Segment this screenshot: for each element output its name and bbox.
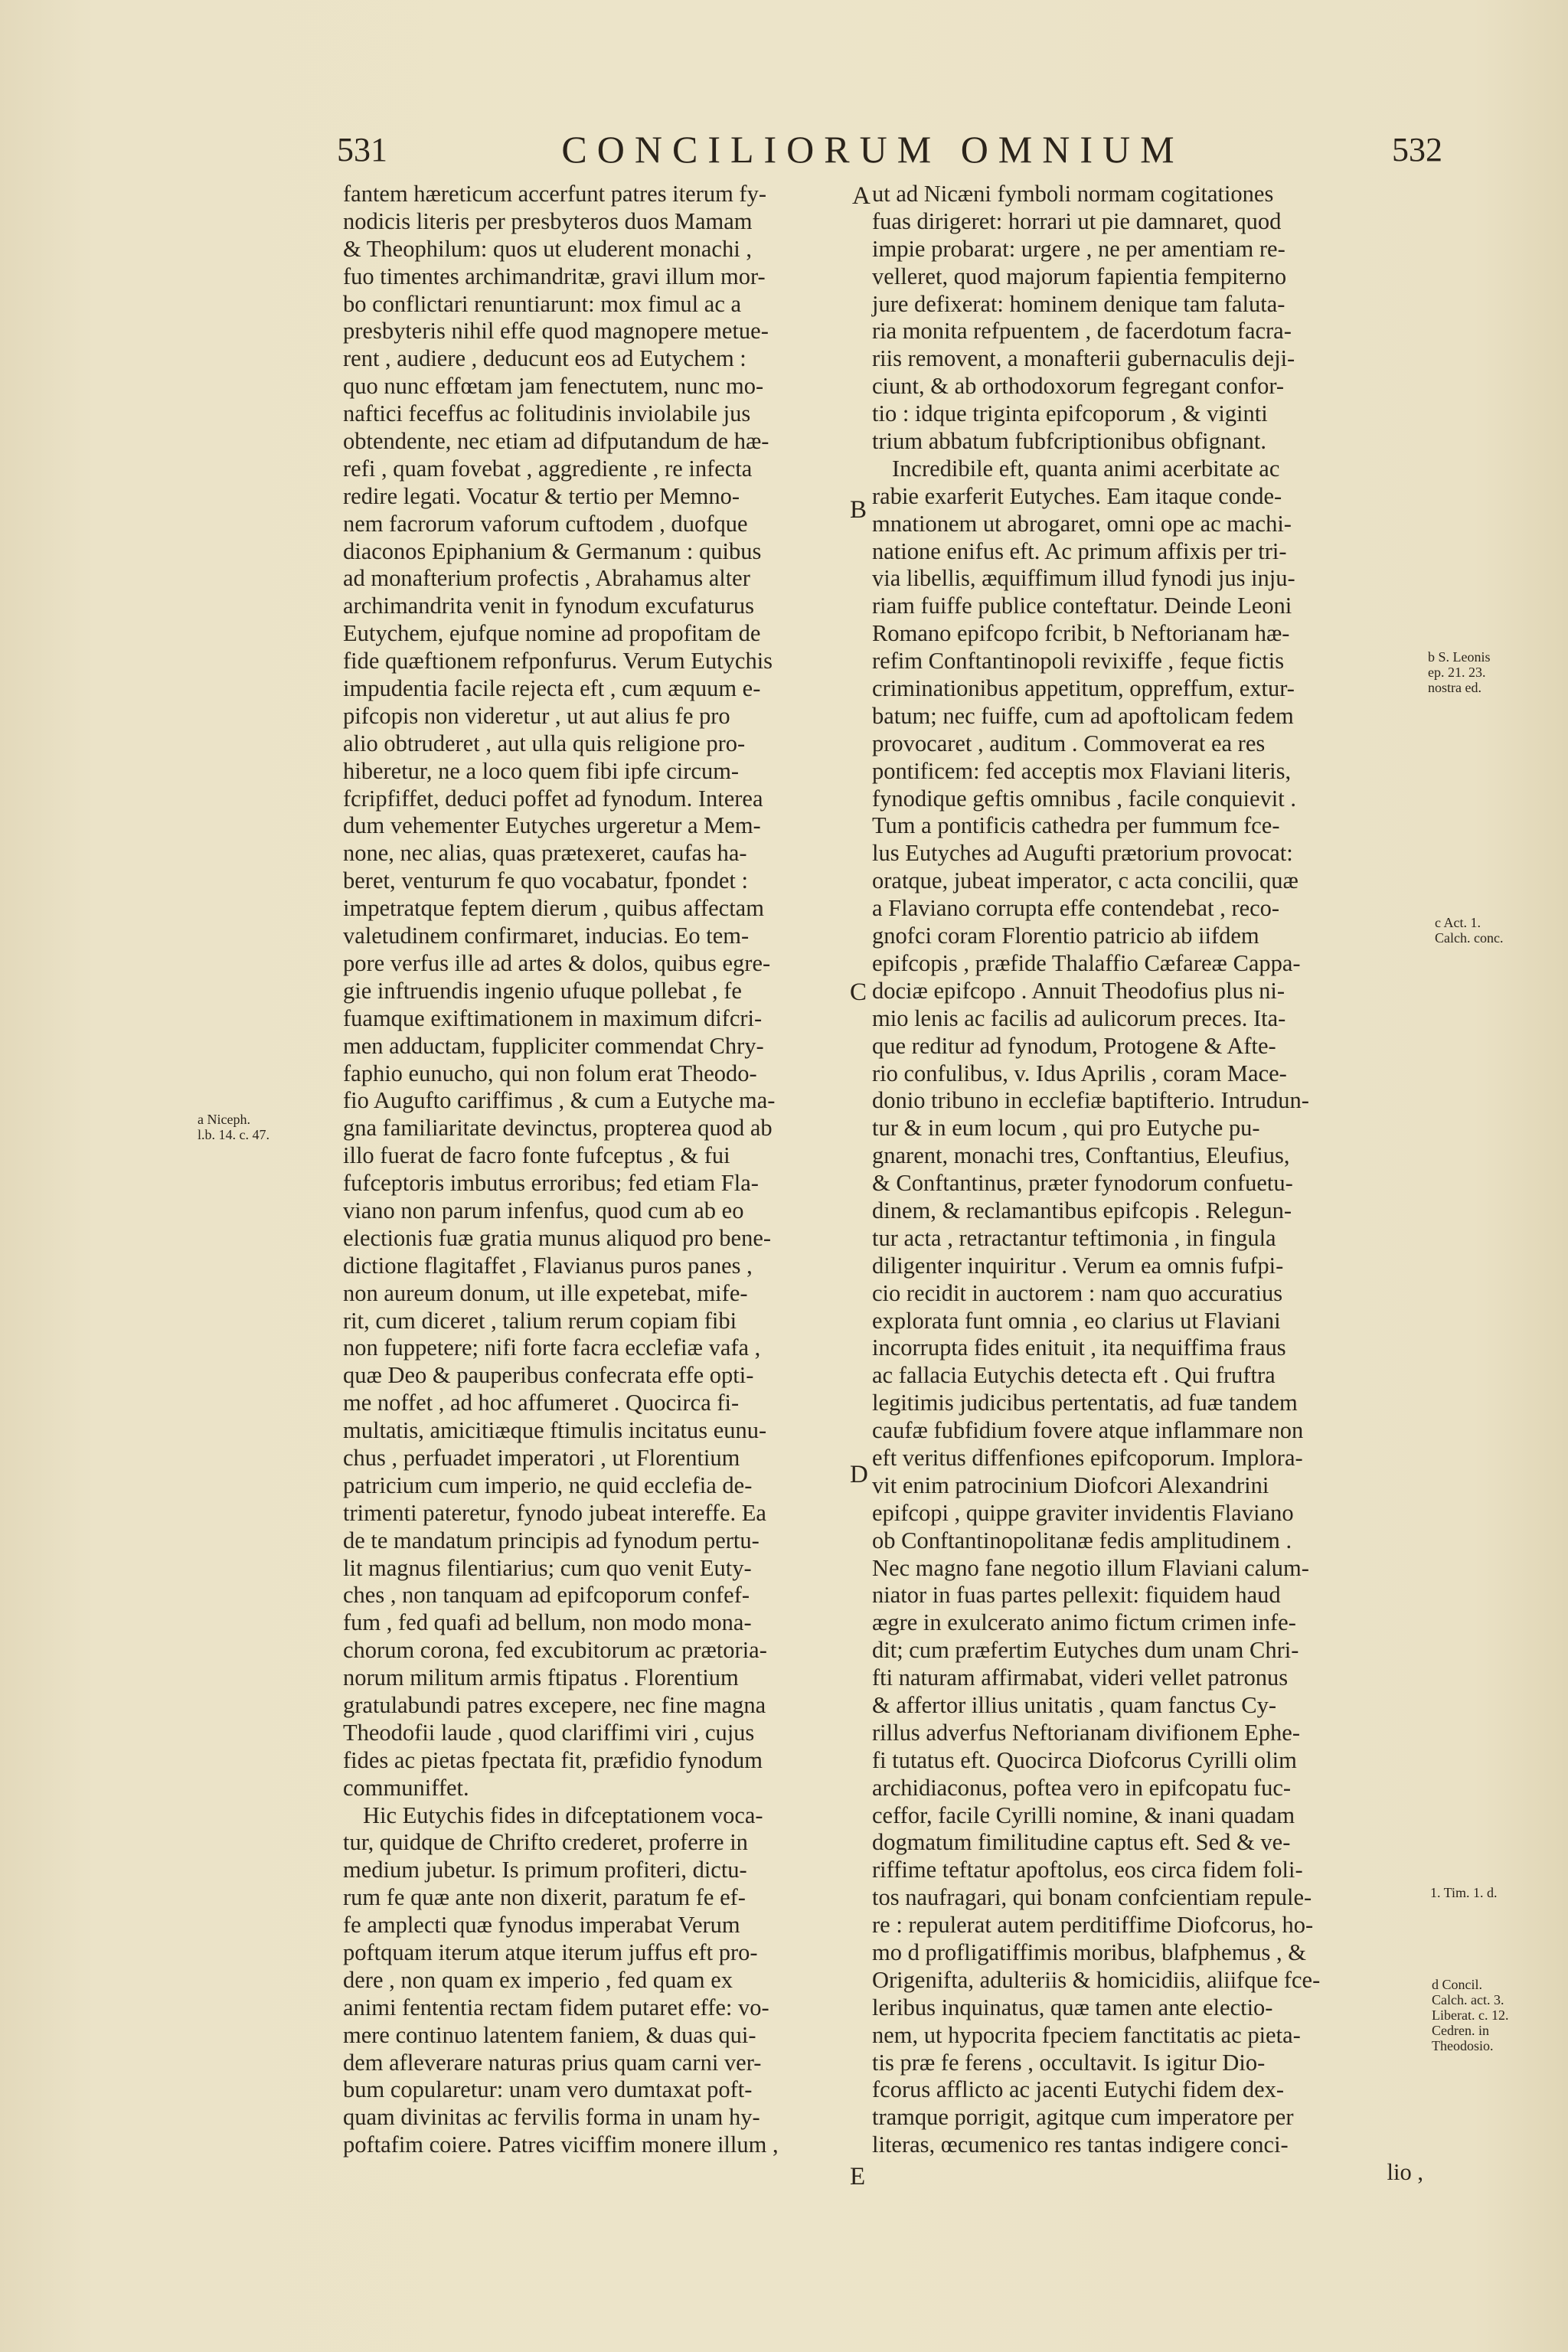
text-line: epifcopis , præfide Thalaffio Cæfareæ Cappa- xyxy=(872,949,1301,976)
text-line: redire legati. Vocatur & tertio per Memno- xyxy=(343,482,740,509)
text-line: a Flaviano corrupta effe contendebat , reco- xyxy=(872,895,1280,922)
text-line: lit magnus filentiarius; cum quo venit Euty- xyxy=(343,1554,752,1581)
text-line: me noffet , ad hoc affumeret . Quocirca fi- xyxy=(343,1390,740,1416)
text-line: gna familiaritate devinctus, propterea quod ab xyxy=(343,1115,773,1142)
text-line: oratque, jubeat imperator, c acta concilii, quæ xyxy=(872,867,1298,894)
text-line: beret, venturum fe quo vocabatur, fpondet : xyxy=(343,867,748,894)
text-line: diligenter inquiritur . Verum ea omnis fufpi- xyxy=(872,1252,1284,1279)
section-marker-a: A xyxy=(852,182,871,210)
text-line: riis removent, a monafterii gubernaculis deji- xyxy=(872,345,1295,372)
page-number-right: 532 xyxy=(1392,131,1442,168)
text-line: tio : idque triginta epifcoporum , & viginti xyxy=(872,400,1268,427)
text-line: rio confulibus, v. Idus Aprilis , coram Mace- xyxy=(872,1060,1287,1086)
text-line: ciunt, & ab orthodoxorum fegregant confor- xyxy=(872,373,1285,400)
text-line: dere , non quam ex imperio , fed quam ex xyxy=(343,1966,733,1993)
text-line: dictione flagitaffet , Flavianus puros panes , xyxy=(343,1252,753,1279)
text-line: presbyteris nihil effe quod magnopere metue- xyxy=(343,318,769,345)
text-line: mio lenis ac facilis ad aulicorum preces. Ita- xyxy=(872,1004,1286,1031)
text-line: Theodofii laude , quod clariffimi viri , cujus xyxy=(343,1719,755,1746)
text-line: & Conftantinus, præter fynodorum confuetu- xyxy=(872,1170,1293,1197)
text-line: quo nunc effœtam jam fenectutem, nunc mo- xyxy=(343,373,764,400)
text-line: non fuppetere; nifi forte facra ecclefiæ vafa , xyxy=(343,1334,761,1361)
text-line: & Theophilum: quos ut eluderent monachi , xyxy=(343,235,752,262)
section-marker-d: D xyxy=(850,1461,868,1488)
text-line: Nec magno fane negotio illum Flaviani calum- xyxy=(872,1554,1309,1581)
text-line: dem afleverare naturas prius quam carni ver- xyxy=(343,2049,762,2076)
text-line: Romano epifcopo fcribit, b Neftorianam hæ- xyxy=(872,620,1290,647)
right-column xyxy=(872,181,1423,2187)
text-line: nem, ut hypocrita fpeciem fanctitatis ac pieta- xyxy=(872,2021,1301,2048)
text-line: valetudinem confirmaret, inducias. Eo tem- xyxy=(343,923,750,949)
text-line: Hic Eutychis fides in difceptationem voca- xyxy=(363,1802,763,1828)
text-line: ægre in exulcerato animo fictum crimen infe- xyxy=(872,1609,1296,1636)
text-line: men adductam, fuppliciter commendat Chry- xyxy=(343,1032,764,1059)
text-line: hiberetur, ne a loco quem fibi ipfe circum- xyxy=(343,757,740,784)
text-line: quam divinitas ac fervilis forma in unam hy- xyxy=(343,2104,760,2131)
text-line: riam fuiffe publice conteftatur. Deinde Leoni xyxy=(872,593,1292,619)
text-line: quæ Deo & pauperibus confecrata effe opti- xyxy=(343,1362,754,1389)
text-line: pifcopis non videretur , ut aut alius fe pro xyxy=(343,702,730,729)
text-line: tis præ fe ferens , occultavit. Is igitur Dio- xyxy=(872,2049,1266,2076)
text-line: norum militum armis ftipatus . Florentium xyxy=(343,1664,739,1691)
text-line: poftquam iterum atque iterum juffus eft pro- xyxy=(343,1939,758,1965)
text-line: tur, quidque de Chrifto crederet, proferre in xyxy=(343,1829,748,1856)
text-line: ob Conftantinopolitanæ fedis amplitudinem . xyxy=(872,1527,1292,1553)
text-line: leribus inquinatus, quæ tamen ante electio- xyxy=(872,1994,1273,2020)
text-line: rabie exarferit Eutyches. Eam itaque conde- xyxy=(872,482,1282,509)
text-line: fum , fed quafi ad bellum, non modo mona- xyxy=(343,1609,752,1636)
text-line: natione enifus eft. Ac primum affixis per tri- xyxy=(872,537,1287,564)
text-line: poftafim coiere. Patres viciffim monere illum , xyxy=(343,2132,779,2158)
text-line: gnofci coram Florentio patricio ab iifdem xyxy=(872,923,1259,949)
text-line: fuamque exiftimationem in maximum difcri- xyxy=(343,1004,763,1031)
text-line: patricium cum imperio, ne quid ecclefia de- xyxy=(343,1472,753,1498)
text-line: eft veritus diffenfiones epifcoporum. Implora- xyxy=(872,1444,1303,1471)
text-line: dit; cum præfertim Eutyches dum unam Chri- xyxy=(872,1637,1299,1664)
text-line: diaconos Epiphanium & Germanum : quibus xyxy=(343,537,762,564)
text-line: pore verfus ille ad artes & dolos, quibus egre- xyxy=(343,949,771,976)
margin-note-acta: c Act. 1. Calch. conc. xyxy=(1435,915,1504,946)
text-line: none, nec alias, quas prætexeret, caufas ha- xyxy=(343,840,747,867)
text-line: communiffet. xyxy=(343,1774,469,1801)
text-line: donio tribuno in ecclefiæ baptifterio. Intrudun- xyxy=(872,1087,1309,1114)
text-line: alio obtruderet , aut ulla quis religione pro- xyxy=(343,730,746,756)
text-line: gnarent, monachi tres, Conftantius, Eleufius, xyxy=(872,1142,1290,1169)
text-line: de te mandatum principis ad fynodum pertu- xyxy=(343,1527,760,1553)
text-line: tur & in eum locum , qui pro Eutyche pu- xyxy=(872,1115,1260,1142)
margin-note-concil: d Concil. Calch. act. 3. Liberat. c. 12. Cedren. in Theodosio. xyxy=(1432,1977,1509,2053)
text-line: fcripfiffet, deduci poffet ad fynodum. Interea xyxy=(343,785,763,812)
text-line: chus , perfuadet imperatori , ut Florentium xyxy=(343,1444,740,1471)
text-line: fuas dirigeret: horrari ut pie damnaret, quod xyxy=(872,207,1282,234)
text-line: tos naufragari, qui bonam confcientiam repule- xyxy=(872,1884,1312,1911)
text-line: illo fuerat de facro fonte fufceptus , & fui xyxy=(343,1142,730,1169)
margin-note-niceph: a Niceph. l.b. 14. c. 47. xyxy=(198,1112,270,1142)
text-line: trimenti pateretur, fynodo jubeat intereffe. Ea xyxy=(343,1499,766,1526)
text-line: vit enim patrocinium Diofcori Alexandrini xyxy=(872,1472,1269,1498)
text-line: viano non parum infenfus, quod cum ab eo xyxy=(343,1197,744,1223)
text-line: ches , non tanquam ad epifcoporum confef- xyxy=(343,1582,750,1609)
text-line: fi tutatus eft. Quocirca Diofcorus Cyrilli olim xyxy=(872,1746,1297,1773)
text-line: que reditur ad fynodum, Protogene & Afte- xyxy=(872,1032,1276,1059)
text-line: rum fe quæ ante non dixerit, paratum fe ef- xyxy=(343,1884,746,1911)
text-line: ut ad Nicæni fymboli normam cogitationes xyxy=(872,181,1274,207)
text-line: refim Conftantinopoli revixiffe , feque fictis xyxy=(872,648,1285,675)
text-line: bo conflictari renuntiarunt: mox fimul ac a xyxy=(343,290,742,317)
text-line: rent , audiere , deducunt eos ad Eutychem : xyxy=(343,345,746,372)
text-line: gie inftruendis ingenio ufuque pollebat , fe xyxy=(343,977,742,1004)
text-line: explorata funt omnia , eo clarius ut Flaviani xyxy=(872,1307,1281,1334)
text-line: literas, œcumenico res tantas indigere conci- xyxy=(872,2132,1289,2158)
text-line: trium abbatum fubfcriptionibus obfignant. xyxy=(872,428,1267,455)
text-line: medium jubetur. Is primum profiteri, dictu- xyxy=(343,1857,747,1883)
text-line: ad monafterium profectis , Abrahamus alter xyxy=(343,565,750,592)
text-line: faphio eunucho, qui non folum erat Theodo- xyxy=(343,1060,757,1086)
text-line: chorum corona, fed excubitorum ac prætoria- xyxy=(343,1637,767,1664)
text-line: nodicis literis per presbyteros duos Mamam xyxy=(343,207,753,234)
text-line: ac fallacia Eutychis detecta eft . Qui fruftra xyxy=(872,1362,1276,1389)
text-line: rit, cum diceret , talium rerum copiam fibi xyxy=(343,1307,737,1334)
text-line: ria monita refpuentem , de facerdotum facra- xyxy=(872,318,1292,345)
text-line: mere continuo latentem faniem, & duas qui- xyxy=(343,2021,756,2048)
text-line: Tum a pontificis cathedra per fummum fce- xyxy=(872,812,1280,839)
margin-note-tim: 1. Tim. 1. d. xyxy=(1430,1885,1498,1900)
text-line: fantem hæreticum accerfunt patres iterum fy- xyxy=(343,181,766,207)
text-line: Origenifta, adulteriis & homicidiis, aliifque fce- xyxy=(872,1966,1321,1993)
page-number-left: 531 xyxy=(337,131,387,168)
text-line: rillus adverfus Neftorianam divifionem Ephe- xyxy=(872,1719,1300,1746)
text-line: mo d profligatiffimis moribus, blafphemus , & xyxy=(872,1939,1307,1965)
text-line: archidiaconus, poftea vero in epifcopatu fuc- xyxy=(872,1774,1292,1801)
text-line: fynodique geftis omnibus , facile conquievit . xyxy=(872,785,1296,812)
text-line: non aureum donum, ut ille expetebat, mife- xyxy=(343,1279,748,1306)
text-line: multatis, amicitiæque ftimulis incitatus eunu- xyxy=(343,1417,767,1444)
text-line: nem facrorum vaforum cuftodem , duofque xyxy=(343,510,748,537)
text-line: caufæ fubfidium fovere atque inflammare non xyxy=(872,1417,1304,1444)
text-line: ceffor, facile Cyrilli nomine, & inani quadam xyxy=(872,1802,1295,1828)
text-line: via libellis, æquiffimum illud fynodi jus inju- xyxy=(872,565,1295,592)
text-line: mnationem ut abrogaret, omni ope ac machi- xyxy=(872,510,1292,537)
running-head: CONCILIORUM OMNIUM xyxy=(561,128,1184,171)
text-line: criminationibus appetitum, oppreffum, extur- xyxy=(872,675,1295,702)
section-marker-e: E xyxy=(850,2163,866,2190)
section-marker-c: C xyxy=(850,978,867,1006)
text-line: Eutychem, ejufque nomine ad propofitam de xyxy=(343,620,761,647)
left-column xyxy=(343,181,894,2159)
text-line: bum copularetur: unam vero dumtaxat poft- xyxy=(343,2076,753,2103)
text-line: electionis fuæ gratia munus aliquod pro bene- xyxy=(343,1224,772,1251)
text-line: re : repulerat autem perditiffime Diofcorus, ho- xyxy=(872,1912,1314,1939)
text-line: fufceptoris imbutus erroribus; fed etiam Fla- xyxy=(343,1170,759,1197)
text-line: fio Augufto cariffimus , & cum a Eutyche ma- xyxy=(343,1087,776,1114)
text-line: impie probarat: urgere , ne per amentiam re- xyxy=(872,235,1285,262)
margin-note-leonis: b S. Leonis ep. 21. 23. nostra ed. xyxy=(1428,649,1491,695)
text-line: impudentia facile rejecta eft , cum æquum e- xyxy=(343,675,761,702)
text-line: dociæ epifcopo . Annuit Theodofius plus ni- xyxy=(872,977,1285,1004)
text-line: lio , xyxy=(1387,2159,1423,2186)
text-line: fide quæftionem refponfurus. Verum Eutychis xyxy=(343,648,773,675)
text-line: legitimis judicibus pertentatis, ad fuæ tandem xyxy=(872,1390,1298,1416)
text-line: batum; nec fuiffe, cum ad apoftolicam fedem xyxy=(872,702,1294,729)
text-line: epifcopi , quippe graviter invidentis Flaviano xyxy=(872,1499,1294,1526)
text-line: impetratque feptem dierum , quibus affectam xyxy=(343,895,764,922)
text-line: fti naturam affirmabat, videri vellet patronus xyxy=(872,1664,1289,1691)
text-line: pontificem: fed acceptis mox Flaviani literis, xyxy=(872,757,1292,784)
text-line: fides ac pietas fpectata fit, præfidio fynodum xyxy=(343,1746,763,1773)
text-line: archimandrita venit in fynodum excufaturus xyxy=(343,593,754,619)
text-line: tur acta , retractantur teftimonia , in fingula xyxy=(872,1224,1276,1251)
text-line: naftici feceffus ac folitudinis inviolabile jus xyxy=(343,400,751,427)
text-line: refi , quam fovebat , aggrediente , re infecta xyxy=(343,455,753,482)
text-line: fe amplecti quæ fynodus imperabat Verum xyxy=(343,1912,740,1939)
text-line: velleret, quod majorum fapientia fempiterno xyxy=(872,263,1287,289)
text-line: lus Eutyches ad Augufti prætorium provocat: xyxy=(872,840,1293,867)
text-line: & affertor illius unitatis , quam fanctus Cy- xyxy=(872,1691,1277,1718)
text-line: provocaret , auditum . Commoverat ea res xyxy=(872,730,1266,756)
text-line: gratulabundi patres excepere, nec fine magna xyxy=(343,1691,766,1718)
text-line: jure defixerat: hominem denique tam faluta- xyxy=(872,290,1285,317)
text-line: dum vehementer Eutyches urgeretur a Mem- xyxy=(343,812,761,839)
text-line: obtendente, nec etiam ad difputandum de hæ- xyxy=(343,428,769,455)
text-line: cio recidit in auctorem : nam quo accuratius xyxy=(872,1279,1283,1306)
text-line: Incredibile eft, quanta animi acerbitate ac xyxy=(892,455,1280,482)
text-line: fcorus afflicto ac jacenti Eutychi fidem dex- xyxy=(872,2076,1285,2103)
text-line: fuo timentes archimandritæ, gravi illum mor- xyxy=(343,263,766,289)
section-marker-b: B xyxy=(850,496,867,524)
text-line: riffime teftatur apoftolus, eos circa fidem foli- xyxy=(872,1857,1303,1883)
text-line: dinem, & reclamantibus epifcopis . Relegun- xyxy=(872,1197,1292,1223)
text-line: incorrupta fides enituit , ita nequiffima fraus xyxy=(872,1334,1286,1361)
text-line: dogmatum fimilitudine captus eft. Sed & ve- xyxy=(872,1829,1291,1856)
text-line: niator in fuas partes pellexit: fiquidem haud xyxy=(872,1582,1281,1609)
text-line: animi fententia rectam fidem putaret effe: vo- xyxy=(343,1994,769,2020)
text-line: tramque porrigit, agitque cum imperatore per xyxy=(872,2104,1294,2131)
